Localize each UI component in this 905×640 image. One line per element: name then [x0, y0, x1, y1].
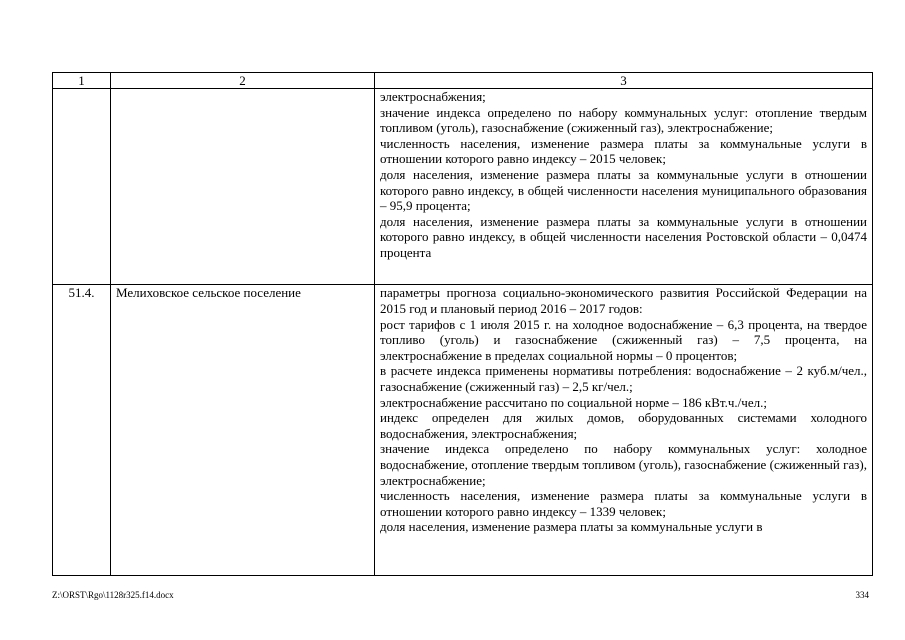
- paragraph: значение индекса определено по набору коммунальных услуг: отопление твердым топливом (уголь), газоснабжение (сжиженный газ), электроснабжение;: [380, 104, 867, 136]
- header-col-1: 1: [53, 73, 111, 89]
- paragraph: численность населения, изменение размера платы за коммунальные услуги в отношении которого равно индексу – 2015 человек;: [380, 135, 867, 167]
- row-number-cell: [53, 89, 111, 285]
- header-col-3: 3: [375, 73, 873, 89]
- row-number-cell: 51.4.: [53, 285, 111, 576]
- paragraph: параметры прогноза социально-экономического развития Российской Федерации на 2015 год и плановый период 2016 – 2017 годов:: [380, 285, 867, 316]
- table-header-row: [53, 73, 873, 89]
- paragraph: значение индекса определено по набору коммунальных услуг: холодное водоснабжение, отопление твердым топливом (уголь), газоснабжение (сжиженный газ), электроснабжение;: [380, 441, 867, 488]
- paragraph: электроснабжение рассчитано по социальной норме – 186 кВт.ч./чел.;: [380, 394, 767, 410]
- paragraph: рост тарифов с 1 июля 2015 г. на холодное водоснабжение – 6,3 процента, на твердое топливо (уголь) и газоснабжение (сжиженный газ) – 7,5 процента, на электроснабжение в пределах социальной нормы – 0 процентов;: [380, 316, 867, 363]
- description-cell: [375, 285, 873, 576]
- table-row: [53, 89, 873, 285]
- paragraph: индекс определен для жилых домов, оборудованных системами холодного водоснабжения, электроснабжения;: [380, 410, 867, 441]
- paragraph: электроснабжения;: [380, 89, 486, 105]
- footer-page-number: 334: [855, 590, 869, 600]
- table-row: [53, 285, 873, 576]
- paragraph: в расчете индекса применены нормативы потребления: водоснабжение – 2 куб.м/чел., газоснабжение (сжиженный газ) – 2,5 кг/чел.;: [380, 363, 867, 394]
- municipality-name-cell: [111, 89, 375, 285]
- header-col-2: 2: [111, 73, 375, 89]
- paragraph: доля населения, изменение размера платы за коммунальные услуги в отношении которого равно индексу, в общей численности населения Ростовской области – 0,0474 процента: [380, 213, 867, 260]
- paragraph: численность населения, изменение размера платы за коммунальные услуги в отношении которого равно индексу – 1339 человек;: [380, 488, 867, 519]
- document-table: [52, 72, 873, 576]
- paragraph: доля населения, изменение размера платы за коммунальные услуги в отношении которого равно индексу, в общей численности населения муниципального образования – 95,9 процента;: [380, 167, 867, 214]
- paragraph: доля населения, изменение размера платы за коммунальные услуги в: [380, 519, 763, 535]
- municipality-name-cell: Мелиховское сельское поселение: [111, 285, 375, 576]
- description-cell: [375, 89, 873, 285]
- footer-file-path: Z:\ORST\Rgo\1128r325.f14.docx: [52, 590, 174, 600]
